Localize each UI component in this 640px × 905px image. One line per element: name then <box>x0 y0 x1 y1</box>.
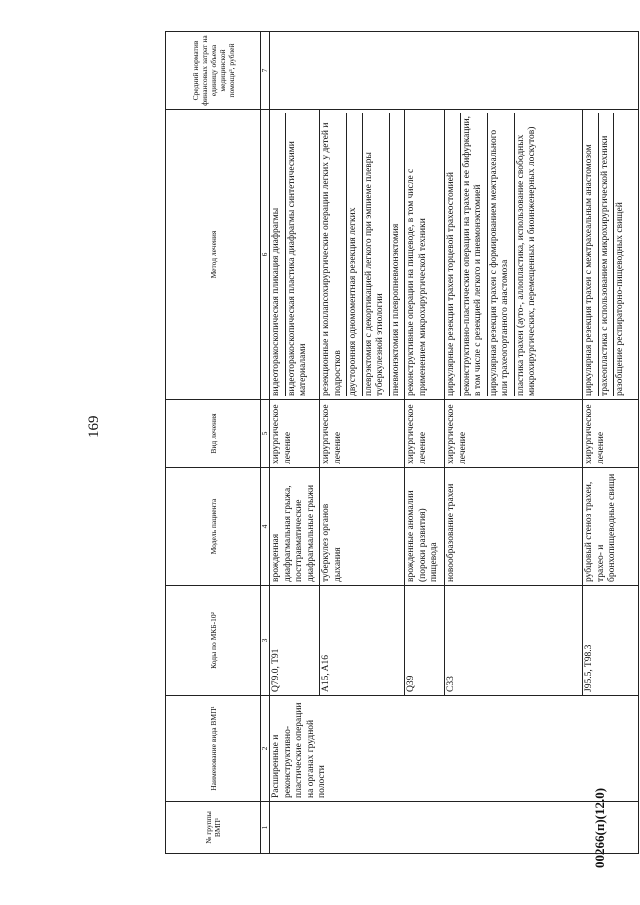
icd-codes-cell: J95.5, T98.3 <box>583 586 639 696</box>
treatment-method: видеоторакоскопическая пластика диафрагмы синтетическими материалами <box>286 141 308 396</box>
treatment-method: реконструктивные операции на пищеводе, в том числе с применением микрохирургической техники <box>406 168 428 396</box>
header-row <box>166 32 261 854</box>
header-icd-codes: Коды по МКБ-10² <box>166 586 261 696</box>
document-code: 00266(п)(12.0) <box>592 787 607 868</box>
treatment-type-cell: хирургическое лечение <box>445 400 583 468</box>
table-row <box>270 32 320 854</box>
col-number: 3 <box>261 586 270 696</box>
patient-model-cell: врожденная диафрагмальная грыжа, посттравматические диафрагмальные грыжи <box>270 468 320 586</box>
treatment-method: двусторонняя одномоментная резекция легких <box>347 113 363 396</box>
icd-codes-cell: Q79.0, T91 <box>270 586 320 696</box>
treatment-type-cell: хирургическое лечение <box>270 400 320 468</box>
group-number-cell <box>270 802 639 854</box>
treatment-type-cell: хирургическое лечение <box>583 400 639 468</box>
col-number: 6 <box>261 110 270 400</box>
vmp-name-cell: Расширенные и реконструктивно-пластические операции на органах грудной полости <box>270 696 639 802</box>
cost-norm-cell <box>270 32 639 110</box>
treatment-method: циркулярная резекция трахеи с формированием межтрахеального или трахеогортанного анастомоза <box>488 113 515 396</box>
treatment-method: видеоторакоскопическая пликация диафрагмы <box>270 113 286 396</box>
patient-model-cell: рубцовый стеноз трахеи, трахео- и бронхопищеводные свищи <box>583 468 639 586</box>
header-cost-norm: Средний норматив финансовых затрат на единицу объема медицинской помощи³, рублей <box>166 32 261 110</box>
col-number: 7 <box>261 32 270 110</box>
patient-model-cell: новообразование трахеи <box>445 468 583 586</box>
treatment-method: реконструктивно-пластические операции на трахее и ее бифуркации, в том числе с резекцией легкого и пневмонэктомией <box>461 113 488 396</box>
treatment-method: плеврэктомия с декортикацией легкого при эмпиеме плевры туберкулезной этиологии <box>363 113 390 396</box>
column-number-row <box>261 32 270 854</box>
treatment-methods-cell <box>320 110 405 400</box>
icd-codes-cell: A15, A16 <box>320 586 405 696</box>
treatment-methods-cell <box>270 110 320 400</box>
col-number: 5 <box>261 400 270 468</box>
header-treatment-method: Метод лечения <box>166 110 261 400</box>
treatment-method: пневмонэктомия и плевропневмонэктомия <box>390 223 401 396</box>
treatment-methods-cell <box>445 110 583 400</box>
treatment-type-cell: хирургическое лечение <box>405 400 445 468</box>
treatment-method: пластика трахеи (ауто-, аллопластика, использование свободных микрохирургических, перемещенных и биоинженерных лоскутов) <box>515 126 537 396</box>
header-patient-model: Модель пациента <box>166 468 261 586</box>
page-number: 169 <box>86 415 102 438</box>
header-treatment-type: Вид лечения <box>166 400 261 468</box>
col-number: 4 <box>261 468 270 586</box>
patient-model-cell: туберкулез органов дыхания <box>320 468 405 586</box>
patient-model-cell: врожденные аномалии (пороки развития) пищевода <box>405 468 445 586</box>
treatment-method: разобщение респираторно-пищеводных свищей <box>615 202 625 396</box>
vmp-table <box>165 31 639 854</box>
icd-codes-cell: C33 <box>445 586 583 696</box>
rotated-table-container <box>165 32 639 854</box>
header-group-number: № группы ВМП¹ <box>166 802 261 854</box>
treatment-method: трахеопластика с использованием микрохирургической техники <box>599 113 615 396</box>
col-number: 2 <box>261 696 270 802</box>
col-number: 1 <box>261 802 270 854</box>
treatment-methods-cell <box>583 110 639 400</box>
icd-codes-cell: Q39 <box>405 586 445 696</box>
treatment-method: резекционные и коллапсохирургические операции легких у детей и подростков <box>320 113 347 396</box>
treatment-methods-cell <box>405 110 445 400</box>
header-vmp-name: Наименование вида ВМП¹ <box>166 696 261 802</box>
treatment-type-cell: хирургическое лечение <box>320 400 405 468</box>
treatment-method: циркулярная резекция трахеи с межтрахеальным анастомозом <box>583 113 599 396</box>
treatment-method: циркулярные резекции трахеи торцевой трахеостомией <box>445 113 461 396</box>
